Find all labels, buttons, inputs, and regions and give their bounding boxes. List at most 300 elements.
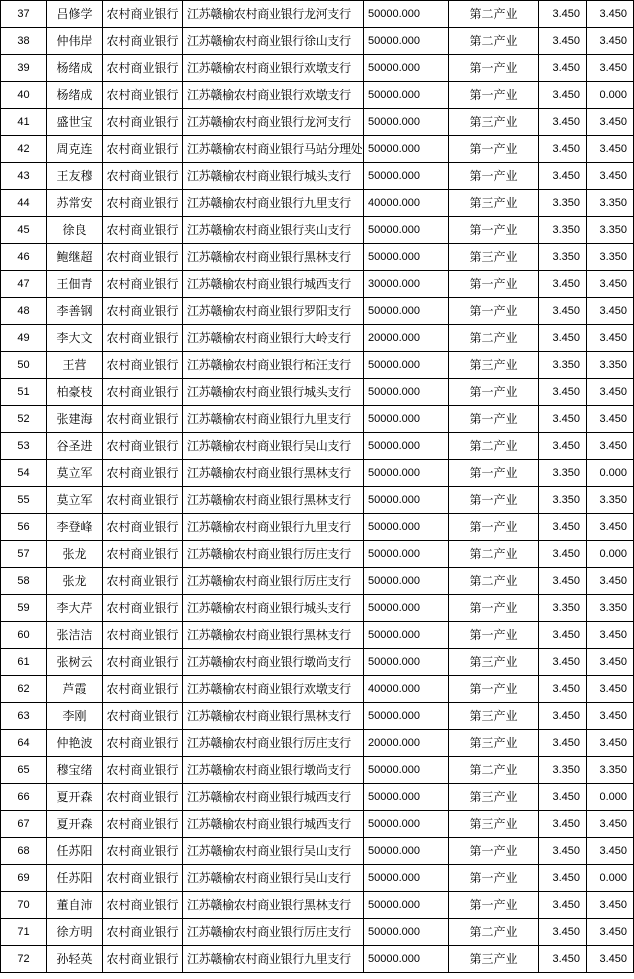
cell-borrower-name: 盛世宝 (47, 109, 103, 136)
cell-loan-amount: 50000.000 (364, 28, 449, 55)
cell-row-number: 38 (1, 28, 47, 55)
cell-rate-2: 3.450 (587, 622, 634, 649)
cell-branch: 江苏赣榆农村商业银行黑林支行 (183, 244, 364, 271)
cell-rate-1: 3.450 (539, 271, 587, 298)
cell-rate-2: 3.450 (587, 325, 634, 352)
cell-industry: 第一产业 (449, 487, 539, 514)
cell-branch: 江苏赣榆农村商业银行城西支行 (183, 784, 364, 811)
table-row (1, 487, 634, 514)
cell-row-number: 56 (1, 514, 47, 541)
cell-branch: 江苏赣榆农村商业银行黑林支行 (183, 622, 364, 649)
cell-branch: 江苏赣榆农村商业银行欢墩支行 (183, 82, 364, 109)
table-row (1, 514, 634, 541)
cell-loan-amount: 50000.000 (364, 865, 449, 892)
cell-borrower-name: 李善钢 (47, 298, 103, 325)
cell-loan-amount: 50000.000 (364, 811, 449, 838)
cell-rate-1: 3.450 (539, 406, 587, 433)
cell-rate-2: 3.450 (587, 649, 634, 676)
cell-industry: 第二产业 (449, 568, 539, 595)
cell-rate-1: 3.450 (539, 514, 587, 541)
table-row (1, 163, 634, 190)
cell-rate-1: 3.450 (539, 82, 587, 109)
cell-rate-2: 3.450 (587, 433, 634, 460)
cell-rate-1: 3.350 (539, 352, 587, 379)
cell-industry: 第三产业 (449, 730, 539, 757)
cell-branch: 江苏赣榆农村商业银行大岭支行 (183, 325, 364, 352)
cell-branch: 江苏赣榆农村商业银行黑林支行 (183, 487, 364, 514)
cell-rate-1: 3.350 (539, 595, 587, 622)
cell-row-number: 68 (1, 838, 47, 865)
cell-borrower-name: 徐方明 (47, 919, 103, 946)
cell-branch: 江苏赣榆农村商业银行柘汪支行 (183, 352, 364, 379)
cell-branch: 江苏赣榆农村商业银行九里支行 (183, 946, 364, 973)
cell-loan-amount: 40000.000 (364, 676, 449, 703)
cell-bank-type: 农村商业银行 (103, 298, 183, 325)
cell-industry: 第三产业 (449, 811, 539, 838)
cell-rate-2: 3.450 (587, 163, 634, 190)
cell-borrower-name: 张洁洁 (47, 622, 103, 649)
cell-industry: 第三产业 (449, 244, 539, 271)
cell-branch: 江苏赣榆农村商业银行徐山支行 (183, 28, 364, 55)
cell-row-number: 72 (1, 946, 47, 973)
cell-row-number: 49 (1, 325, 47, 352)
cell-row-number: 69 (1, 865, 47, 892)
cell-industry: 第一产业 (449, 136, 539, 163)
table-row (1, 433, 634, 460)
cell-row-number: 66 (1, 784, 47, 811)
cell-industry: 第一产业 (449, 82, 539, 109)
cell-branch: 江苏赣榆农村商业银行夹山支行 (183, 217, 364, 244)
cell-row-number: 41 (1, 109, 47, 136)
cell-branch: 江苏赣榆农村商业银行厉庄支行 (183, 919, 364, 946)
cell-row-number: 48 (1, 298, 47, 325)
cell-rate-1: 3.350 (539, 460, 587, 487)
cell-borrower-name: 任苏阳 (47, 838, 103, 865)
cell-bank-type: 农村商业银行 (103, 55, 183, 82)
cell-loan-amount: 50000.000 (364, 1, 449, 28)
table-row (1, 82, 634, 109)
cell-borrower-name: 穆宝绪 (47, 757, 103, 784)
cell-row-number: 62 (1, 676, 47, 703)
cell-borrower-name: 周克连 (47, 136, 103, 163)
cell-bank-type: 农村商业银行 (103, 622, 183, 649)
cell-borrower-name: 柏豪枝 (47, 379, 103, 406)
cell-rate-1: 3.450 (539, 28, 587, 55)
cell-loan-amount: 50000.000 (364, 757, 449, 784)
table-row (1, 55, 634, 82)
cell-industry: 第二产业 (449, 28, 539, 55)
cell-row-number: 58 (1, 568, 47, 595)
cell-loan-amount: 40000.000 (364, 190, 449, 217)
cell-industry: 第三产业 (449, 352, 539, 379)
cell-loan-amount: 50000.000 (364, 460, 449, 487)
cell-rate-2: 3.450 (587, 676, 634, 703)
table-body (1, 1, 634, 973)
cell-industry: 第一产业 (449, 379, 539, 406)
cell-borrower-name: 王营 (47, 352, 103, 379)
table-row (1, 28, 634, 55)
cell-industry: 第三产业 (449, 649, 539, 676)
cell-row-number: 42 (1, 136, 47, 163)
cell-rate-2: 0.000 (587, 460, 634, 487)
cell-industry: 第三产业 (449, 190, 539, 217)
cell-rate-2: 3.450 (587, 379, 634, 406)
cell-rate-2: 3.450 (587, 406, 634, 433)
cell-bank-type: 农村商业银行 (103, 703, 183, 730)
cell-loan-amount: 50000.000 (364, 55, 449, 82)
cell-borrower-name: 徐良 (47, 217, 103, 244)
cell-borrower-name: 杨绪成 (47, 55, 103, 82)
cell-rate-1: 3.450 (539, 1, 587, 28)
cell-industry: 第二产业 (449, 1, 539, 28)
cell-rate-2: 3.450 (587, 892, 634, 919)
cell-bank-type: 农村商业银行 (103, 676, 183, 703)
cell-branch: 江苏赣榆农村商业银行城头支行 (183, 379, 364, 406)
cell-borrower-name: 仲伟岸 (47, 28, 103, 55)
table-row (1, 379, 634, 406)
cell-industry: 第一产业 (449, 298, 539, 325)
cell-branch: 江苏赣榆农村商业银行黑林支行 (183, 703, 364, 730)
table-row (1, 757, 634, 784)
cell-rate-2: 0.000 (587, 865, 634, 892)
cell-rate-1: 3.450 (539, 55, 587, 82)
cell-rate-2: 3.450 (587, 298, 634, 325)
cell-industry: 第三产业 (449, 109, 539, 136)
cell-loan-amount: 50000.000 (364, 784, 449, 811)
cell-bank-type: 农村商业银行 (103, 271, 183, 298)
table-row (1, 568, 634, 595)
cell-row-number: 60 (1, 622, 47, 649)
table-row (1, 865, 634, 892)
cell-borrower-name: 夏开森 (47, 784, 103, 811)
table-row (1, 271, 634, 298)
cell-rate-1: 3.450 (539, 109, 587, 136)
cell-rate-2: 3.450 (587, 28, 634, 55)
cell-loan-amount: 50000.000 (364, 298, 449, 325)
cell-rate-1: 3.350 (539, 757, 587, 784)
cell-loan-amount: 50000.000 (364, 514, 449, 541)
cell-bank-type: 农村商业银行 (103, 28, 183, 55)
cell-branch: 江苏赣榆农村商业银行厉庄支行 (183, 568, 364, 595)
cell-rate-1: 3.450 (539, 136, 587, 163)
cell-bank-type: 农村商业银行 (103, 568, 183, 595)
cell-bank-type: 农村商业银行 (103, 919, 183, 946)
cell-rate-2: 3.450 (587, 703, 634, 730)
cell-industry: 第一产业 (449, 514, 539, 541)
cell-branch: 江苏赣榆农村商业银行厉庄支行 (183, 541, 364, 568)
cell-row-number: 65 (1, 757, 47, 784)
cell-row-number: 47 (1, 271, 47, 298)
cell-bank-type: 农村商业银行 (103, 865, 183, 892)
table-row (1, 1, 634, 28)
cell-borrower-name: 仲艳波 (47, 730, 103, 757)
cell-loan-amount: 50000.000 (364, 82, 449, 109)
cell-bank-type: 农村商业银行 (103, 811, 183, 838)
cell-rate-2: 3.450 (587, 136, 634, 163)
cell-industry: 第一产业 (449, 217, 539, 244)
cell-industry: 第三产业 (449, 703, 539, 730)
cell-industry: 第一产业 (449, 892, 539, 919)
cell-row-number: 70 (1, 892, 47, 919)
cell-rate-1: 3.450 (539, 919, 587, 946)
cell-branch: 江苏赣榆农村商业银行九里支行 (183, 406, 364, 433)
cell-bank-type: 农村商业银行 (103, 541, 183, 568)
cell-rate-2: 3.450 (587, 1, 634, 28)
cell-borrower-name: 苏常安 (47, 190, 103, 217)
cell-rate-2: 3.450 (587, 838, 634, 865)
cell-rate-1: 3.350 (539, 217, 587, 244)
cell-branch: 江苏赣榆农村商业银行欢墩支行 (183, 676, 364, 703)
cell-bank-type: 农村商业银行 (103, 379, 183, 406)
cell-industry: 第二产业 (449, 757, 539, 784)
cell-borrower-name: 张树云 (47, 649, 103, 676)
cell-borrower-name: 李刚 (47, 703, 103, 730)
cell-bank-type: 农村商业银行 (103, 190, 183, 217)
cell-rate-1: 3.450 (539, 568, 587, 595)
cell-row-number: 40 (1, 82, 47, 109)
cell-branch: 江苏赣榆农村商业银行厉庄支行 (183, 730, 364, 757)
cell-loan-amount: 50000.000 (364, 541, 449, 568)
cell-loan-amount: 50000.000 (364, 136, 449, 163)
cell-borrower-name: 吕修学 (47, 1, 103, 28)
cell-borrower-name: 莫立军 (47, 487, 103, 514)
cell-borrower-name: 张龙 (47, 568, 103, 595)
table-row (1, 946, 634, 973)
cell-industry: 第二产业 (449, 433, 539, 460)
table-row (1, 244, 634, 271)
cell-row-number: 57 (1, 541, 47, 568)
cell-rate-1: 3.450 (539, 649, 587, 676)
cell-branch: 江苏赣榆农村商业银行马站分理处 (183, 136, 364, 163)
cell-industry: 第一产业 (449, 838, 539, 865)
cell-rate-1: 3.350 (539, 244, 587, 271)
table-row (1, 325, 634, 352)
cell-branch: 江苏赣榆农村商业银行吴山支行 (183, 865, 364, 892)
cell-loan-amount: 50000.000 (364, 595, 449, 622)
cell-row-number: 64 (1, 730, 47, 757)
cell-rate-1: 3.450 (539, 622, 587, 649)
cell-row-number: 61 (1, 649, 47, 676)
cell-branch: 江苏赣榆农村商业银行九里支行 (183, 190, 364, 217)
cell-rate-1: 3.450 (539, 946, 587, 973)
cell-branch: 江苏赣榆农村商业银行墩尚支行 (183, 757, 364, 784)
cell-borrower-name: 王佃青 (47, 271, 103, 298)
table-row (1, 622, 634, 649)
cell-loan-amount: 50000.000 (364, 433, 449, 460)
cell-row-number: 67 (1, 811, 47, 838)
cell-industry: 第二产业 (449, 919, 539, 946)
cell-row-number: 55 (1, 487, 47, 514)
cell-loan-amount: 50000.000 (364, 406, 449, 433)
cell-rate-2: 3.450 (587, 568, 634, 595)
table-row (1, 406, 634, 433)
table-row (1, 541, 634, 568)
cell-rate-2: 3.350 (587, 595, 634, 622)
cell-rate-1: 3.350 (539, 487, 587, 514)
cell-rate-2: 3.350 (587, 352, 634, 379)
cell-borrower-name: 杨绪成 (47, 82, 103, 109)
cell-borrower-name: 任苏阳 (47, 865, 103, 892)
cell-bank-type: 农村商业银行 (103, 136, 183, 163)
cell-loan-amount: 50000.000 (364, 703, 449, 730)
cell-row-number: 71 (1, 919, 47, 946)
cell-row-number: 53 (1, 433, 47, 460)
cell-loan-amount: 50000.000 (364, 244, 449, 271)
cell-borrower-name: 董自沛 (47, 892, 103, 919)
table-row (1, 217, 634, 244)
cell-branch: 江苏赣榆农村商业银行欢墩支行 (183, 55, 364, 82)
cell-rate-2: 3.450 (587, 946, 634, 973)
cell-industry: 第一产业 (449, 406, 539, 433)
cell-rate-2: 3.350 (587, 244, 634, 271)
cell-borrower-name: 夏开森 (47, 811, 103, 838)
cell-loan-amount: 30000.000 (364, 271, 449, 298)
cell-bank-type: 农村商业银行 (103, 487, 183, 514)
cell-rate-2: 3.450 (587, 919, 634, 946)
cell-bank-type: 农村商业银行 (103, 406, 183, 433)
cell-bank-type: 农村商业银行 (103, 946, 183, 973)
cell-industry: 第一产业 (449, 676, 539, 703)
cell-branch: 江苏赣榆农村商业银行龙河支行 (183, 1, 364, 28)
cell-rate-1: 3.450 (539, 838, 587, 865)
cell-bank-type: 农村商业银行 (103, 460, 183, 487)
cell-branch: 江苏赣榆农村商业银行黑林支行 (183, 460, 364, 487)
table-row (1, 703, 634, 730)
cell-row-number: 52 (1, 406, 47, 433)
cell-industry: 第一产业 (449, 55, 539, 82)
cell-loan-amount: 50000.000 (364, 217, 449, 244)
table-row (1, 352, 634, 379)
cell-borrower-name: 李登峰 (47, 514, 103, 541)
cell-industry: 第一产业 (449, 163, 539, 190)
cell-bank-type: 农村商业银行 (103, 730, 183, 757)
cell-bank-type: 农村商业银行 (103, 757, 183, 784)
cell-rate-2: 0.000 (587, 784, 634, 811)
cell-bank-type: 农村商业银行 (103, 838, 183, 865)
cell-loan-amount: 50000.000 (364, 919, 449, 946)
cell-borrower-name: 王友穆 (47, 163, 103, 190)
cell-rate-2: 3.450 (587, 271, 634, 298)
cell-rate-2: 3.450 (587, 55, 634, 82)
cell-loan-amount: 50000.000 (364, 352, 449, 379)
table-row (1, 136, 634, 163)
cell-loan-amount: 20000.000 (364, 325, 449, 352)
cell-row-number: 46 (1, 244, 47, 271)
cell-rate-1: 3.450 (539, 541, 587, 568)
table-row (1, 730, 634, 757)
cell-industry: 第二产业 (449, 541, 539, 568)
cell-branch: 江苏赣榆农村商业银行城西支行 (183, 811, 364, 838)
cell-row-number: 43 (1, 163, 47, 190)
table-row (1, 892, 634, 919)
cell-branch: 江苏赣榆农村商业银行吴山支行 (183, 433, 364, 460)
table-row (1, 109, 634, 136)
cell-rate-2: 3.350 (587, 757, 634, 784)
cell-loan-amount: 50000.000 (364, 487, 449, 514)
cell-bank-type: 农村商业银行 (103, 244, 183, 271)
table-row (1, 595, 634, 622)
cell-rate-1: 3.450 (539, 676, 587, 703)
cell-borrower-name: 李大文 (47, 325, 103, 352)
cell-row-number: 54 (1, 460, 47, 487)
cell-loan-amount: 50000.000 (364, 109, 449, 136)
cell-loan-amount: 50000.000 (364, 649, 449, 676)
cell-rate-2: 3.450 (587, 730, 634, 757)
table-row (1, 649, 634, 676)
cell-branch: 江苏赣榆农村商业银行九里支行 (183, 514, 364, 541)
cell-rate-1: 3.450 (539, 298, 587, 325)
cell-loan-amount: 50000.000 (364, 379, 449, 406)
cell-bank-type: 农村商业银行 (103, 649, 183, 676)
cell-rate-1: 3.350 (539, 190, 587, 217)
cell-rate-2: 3.450 (587, 109, 634, 136)
cell-bank-type: 农村商业银行 (103, 514, 183, 541)
cell-rate-1: 3.450 (539, 163, 587, 190)
cell-branch: 江苏赣榆农村商业银行黑林支行 (183, 892, 364, 919)
cell-row-number: 51 (1, 379, 47, 406)
table-row (1, 460, 634, 487)
table-row (1, 811, 634, 838)
cell-bank-type: 农村商业银行 (103, 217, 183, 244)
cell-bank-type: 农村商业银行 (103, 352, 183, 379)
cell-rate-2: 3.450 (587, 514, 634, 541)
cell-industry: 第三产业 (449, 784, 539, 811)
cell-rate-2: 3.350 (587, 217, 634, 244)
cell-rate-1: 3.450 (539, 865, 587, 892)
cell-row-number: 39 (1, 55, 47, 82)
cell-bank-type: 农村商业银行 (103, 82, 183, 109)
cell-borrower-name: 张建海 (47, 406, 103, 433)
cell-bank-type: 农村商业银行 (103, 109, 183, 136)
cell-branch: 江苏赣榆农村商业银行城头支行 (183, 595, 364, 622)
cell-rate-1: 3.450 (539, 811, 587, 838)
cell-row-number: 37 (1, 1, 47, 28)
cell-bank-type: 农村商业银行 (103, 163, 183, 190)
table-row (1, 676, 634, 703)
cell-loan-amount: 50000.000 (364, 163, 449, 190)
cell-bank-type: 农村商业银行 (103, 433, 183, 460)
cell-industry: 第一产业 (449, 460, 539, 487)
cell-loan-amount: 50000.000 (364, 892, 449, 919)
cell-rate-1: 3.450 (539, 703, 587, 730)
cell-rate-1: 3.450 (539, 433, 587, 460)
cell-row-number: 50 (1, 352, 47, 379)
cell-row-number: 45 (1, 217, 47, 244)
cell-bank-type: 农村商业银行 (103, 892, 183, 919)
cell-borrower-name: 鲍继超 (47, 244, 103, 271)
cell-branch: 江苏赣榆农村商业银行城头支行 (183, 163, 364, 190)
cell-branch: 江苏赣榆农村商业银行龙河支行 (183, 109, 364, 136)
cell-loan-amount: 50000.000 (364, 838, 449, 865)
cell-rate-1: 3.450 (539, 892, 587, 919)
cell-bank-type: 农村商业银行 (103, 1, 183, 28)
cell-rate-2: 0.000 (587, 82, 634, 109)
cell-branch: 江苏赣榆农村商业银行城西支行 (183, 271, 364, 298)
cell-loan-amount: 20000.000 (364, 730, 449, 757)
cell-borrower-name: 芦霞 (47, 676, 103, 703)
cell-industry: 第三产业 (449, 946, 539, 973)
cell-borrower-name: 莫立军 (47, 460, 103, 487)
cell-branch: 江苏赣榆农村商业银行吴山支行 (183, 838, 364, 865)
table-row (1, 838, 634, 865)
cell-row-number: 63 (1, 703, 47, 730)
table-row (1, 919, 634, 946)
table-row (1, 298, 634, 325)
cell-branch: 江苏赣榆农村商业银行墩尚支行 (183, 649, 364, 676)
cell-rate-2: 3.350 (587, 487, 634, 514)
cell-bank-type: 农村商业银行 (103, 325, 183, 352)
cell-loan-amount: 50000.000 (364, 946, 449, 973)
